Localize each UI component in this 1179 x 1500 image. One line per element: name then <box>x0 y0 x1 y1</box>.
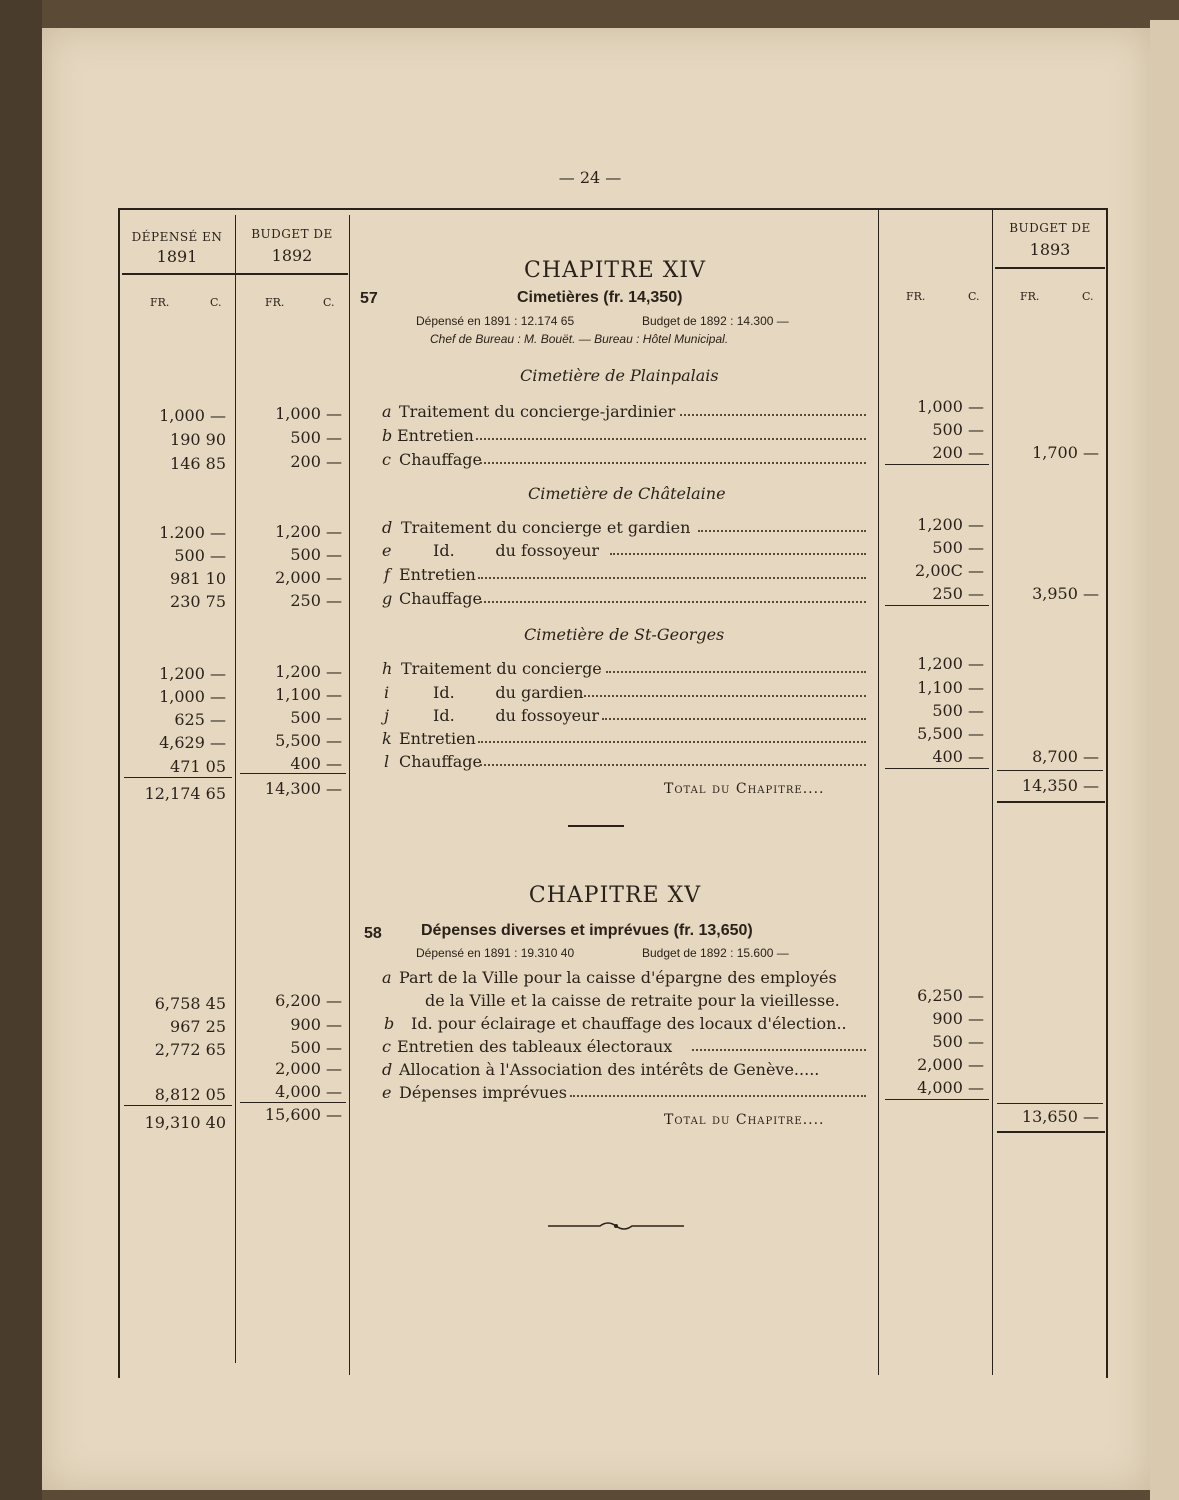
cell-1892: 1,000 — <box>275 404 342 423</box>
header-budget1892-label: BUDGET DE <box>251 227 333 241</box>
row-letter: j <box>384 706 389 725</box>
row-letter: k <box>382 729 392 748</box>
row-label: Id. du fossoyeur <box>433 706 600 725</box>
subtotal-st-georges: 8,700 — <box>1032 747 1099 766</box>
row-label: Traitement du concierge-jardinier <box>399 402 676 421</box>
cell-1891: 471 05 <box>170 757 226 776</box>
chapter-14-total-label: Total du Chapitre.... <box>664 781 825 797</box>
row-label: Id. pour éclairage et chauffage des locaux d'élection.. <box>411 1014 847 1033</box>
cell-1891: 230 75 <box>170 592 226 611</box>
chapter-14-budget-note: Budget de 1892 : 14.300 — <box>642 314 789 328</box>
cell-1892: 500 — <box>290 428 342 447</box>
row-letter: h <box>382 659 393 678</box>
row-label: Id. du gardien <box>433 683 584 702</box>
cell-1891: 967 25 <box>170 1017 226 1036</box>
cell-1891: 8,812 05 <box>154 1085 226 1104</box>
cell-1891: 1,000 — <box>159 687 226 706</box>
group-chatelaine-title: Cimetière de Châtelaine <box>528 484 726 503</box>
chapter-14-total-1893: 14,350 — <box>1021 776 1099 795</box>
cell-1892: 400 — <box>290 754 342 773</box>
chapter-15-budget-note: Budget de 1892 : 15.600 — <box>642 946 789 960</box>
chapter-14-total-1891: 12,174 65 <box>144 784 226 803</box>
row-label: Part de la Ville pour la caisse d'épargne des employés <box>399 968 837 987</box>
row-label: Chauffage <box>399 589 483 608</box>
row-label: Traitement du concierge et gardien <box>401 518 691 537</box>
chapter-14-total-1892: 14,300 — <box>264 779 342 798</box>
cell-detail: 1,200 — <box>917 515 984 534</box>
fr-label-1892: FR. <box>265 296 285 309</box>
cell-1892: 1,100 — <box>275 685 342 704</box>
header-depense-label: DÉPENSÉ EN <box>131 230 223 244</box>
chapter-15-number: 58 <box>364 925 382 942</box>
row-label: Entretien <box>399 565 476 584</box>
row-letter: c <box>382 1037 391 1056</box>
cell-1892: 2,000 — <box>275 1059 342 1078</box>
cell-1892: 2,000 — <box>275 568 342 587</box>
cell-1892: 500 — <box>290 1038 342 1057</box>
chapter-14-spent-note: Dépensé en 1891 : 12.174 65 <box>416 314 575 328</box>
header-depense-year: 1891 <box>156 247 198 266</box>
cell-1891: 4,629 — <box>159 733 226 752</box>
page-number: — 24 — <box>558 168 622 187</box>
cell-1892: 6,200 — <box>275 991 342 1010</box>
row-label: Traitement du concierge <box>401 659 602 678</box>
cell-detail: 1,000 — <box>917 397 984 416</box>
cell-detail: 250 — <box>932 584 984 603</box>
chapter-14-heading: Cimetières (fr. 14,350) <box>517 289 683 306</box>
cell-1892: 250 — <box>290 591 342 610</box>
fr-label-1891: FR. <box>150 296 170 309</box>
header-budget1893-year: 1893 <box>1029 240 1071 259</box>
cell-1892: 4,000 — <box>275 1082 342 1101</box>
cell-1892: 5,500 — <box>275 731 342 750</box>
header-budget1892-year: 1892 <box>271 246 313 265</box>
cell-1891: 500 — <box>174 546 226 565</box>
subtotal-chatelaine: 3,950 — <box>1032 584 1099 603</box>
chapter-14-number: 57 <box>360 290 378 307</box>
row-letter: d <box>382 1060 393 1079</box>
cell-1891: 190 90 <box>170 430 226 449</box>
cell-detail: 6,250 — <box>917 986 984 1005</box>
row-label: Allocation à l'Association des intérêts de Genève..... <box>399 1060 820 1079</box>
row-letter: c <box>382 450 391 469</box>
cell-1891: 1,000 — <box>159 406 226 425</box>
c-label-1893: C. <box>1082 290 1094 303</box>
cell-1892: 500 — <box>290 708 342 727</box>
c-label-detail: C. <box>968 290 980 303</box>
row-label: Id. du fossoyeur <box>433 541 600 560</box>
fr-label-detail: FR. <box>906 290 926 303</box>
chapter-15-total-label: Total du Chapitre.... <box>664 1112 825 1128</box>
row-letter: e <box>382 1083 392 1102</box>
subtotal-plainpalais: 1,700 — <box>1032 443 1099 462</box>
row-label: Entretien <box>397 426 474 445</box>
cell-1891: 1.200 — <box>159 523 226 542</box>
cell-1891: 625 — <box>174 710 226 729</box>
cell-detail: 200 — <box>932 443 984 462</box>
c-label-1892: C. <box>323 296 335 309</box>
chapter-14-chief-note: Chef de Bureau : M. Bouët. — Bureau : Hôtel Municipal. <box>430 332 729 346</box>
chapter-15-total-1893: 13,650 — <box>1021 1107 1099 1126</box>
row-letter: l <box>384 752 390 771</box>
cell-detail: 400 — <box>932 747 984 766</box>
cell-detail: 4,000 — <box>917 1078 984 1097</box>
cell-detail: 1,200 — <box>917 654 984 673</box>
row-letter: e <box>382 541 392 560</box>
row-label: Dépenses imprévues <box>399 1083 567 1102</box>
cell-detail: 500 — <box>932 538 984 557</box>
row-label-continued: de la Ville et la caisse de retraite pour la vieillesse. <box>425 991 840 1010</box>
row-letter: b <box>382 426 393 445</box>
cell-1892: 500 — <box>290 545 342 564</box>
cell-detail: 5,500 — <box>917 724 984 743</box>
cell-detail: 500 — <box>932 1032 984 1051</box>
row-letter: b <box>384 1014 395 1033</box>
row-letter: d <box>382 518 393 537</box>
cell-1891: 981 10 <box>170 569 226 588</box>
row-letter: f <box>384 565 390 584</box>
row-letter: a <box>382 968 392 987</box>
cell-detail: 900 — <box>932 1009 984 1028</box>
row-label: Chauffage <box>399 752 483 771</box>
cell-1892: 1,200 — <box>275 662 342 681</box>
cell-1891: 2,772 65 <box>154 1040 226 1059</box>
row-label: Entretien <box>399 729 476 748</box>
cell-detail: 2,000 — <box>917 1055 984 1074</box>
chapter-15-heading: Dépenses diverses et imprévues (fr. 13,650) <box>421 922 753 939</box>
row-letter: a <box>382 402 392 421</box>
cell-1891: 146 85 <box>170 454 226 473</box>
row-letter: i <box>384 683 390 702</box>
chapter-15-total-1891: 19,310 40 <box>144 1113 226 1132</box>
chapter-15-title: CHAPITRE XV <box>528 883 702 908</box>
header-budget1893-label: BUDGET DE <box>1009 221 1091 235</box>
next-page-edge <box>1150 20 1179 1500</box>
row-label: Entretien des tableaux électoraux <box>397 1037 673 1056</box>
chapter-15-total-1892: 15,600 — <box>264 1105 342 1124</box>
group-plainpalais-title: Cimetière de Plainpalais <box>520 366 719 385</box>
cell-detail: 2,00C — <box>915 561 984 580</box>
cell-1891: 1,200 — <box>159 664 226 683</box>
book-spine-shadow <box>0 0 42 1500</box>
cell-1892: 900 — <box>290 1015 342 1034</box>
ornament-rule <box>548 1218 684 1234</box>
cell-1891: 6,758 45 <box>154 994 226 1013</box>
row-label: Chauffage <box>399 450 483 469</box>
group-st-georges-title: Cimetière de St-Georges <box>524 625 725 644</box>
cell-1892: 1,200 — <box>275 522 342 541</box>
cell-1892: 200 — <box>290 452 342 471</box>
chapter-15-spent-note: Dépensé en 1891 : 19.310 40 <box>416 946 575 960</box>
separator-rule <box>568 825 624 827</box>
row-letter: g <box>382 589 393 608</box>
chapter-14-title: CHAPITRE XIV <box>524 258 706 283</box>
cell-detail: 500 — <box>932 701 984 720</box>
fr-label-1893: FR. <box>1020 290 1040 303</box>
cell-detail: 500 — <box>932 420 984 439</box>
c-label-1891: C. <box>210 296 222 309</box>
cell-detail: 1,100 — <box>917 678 984 697</box>
